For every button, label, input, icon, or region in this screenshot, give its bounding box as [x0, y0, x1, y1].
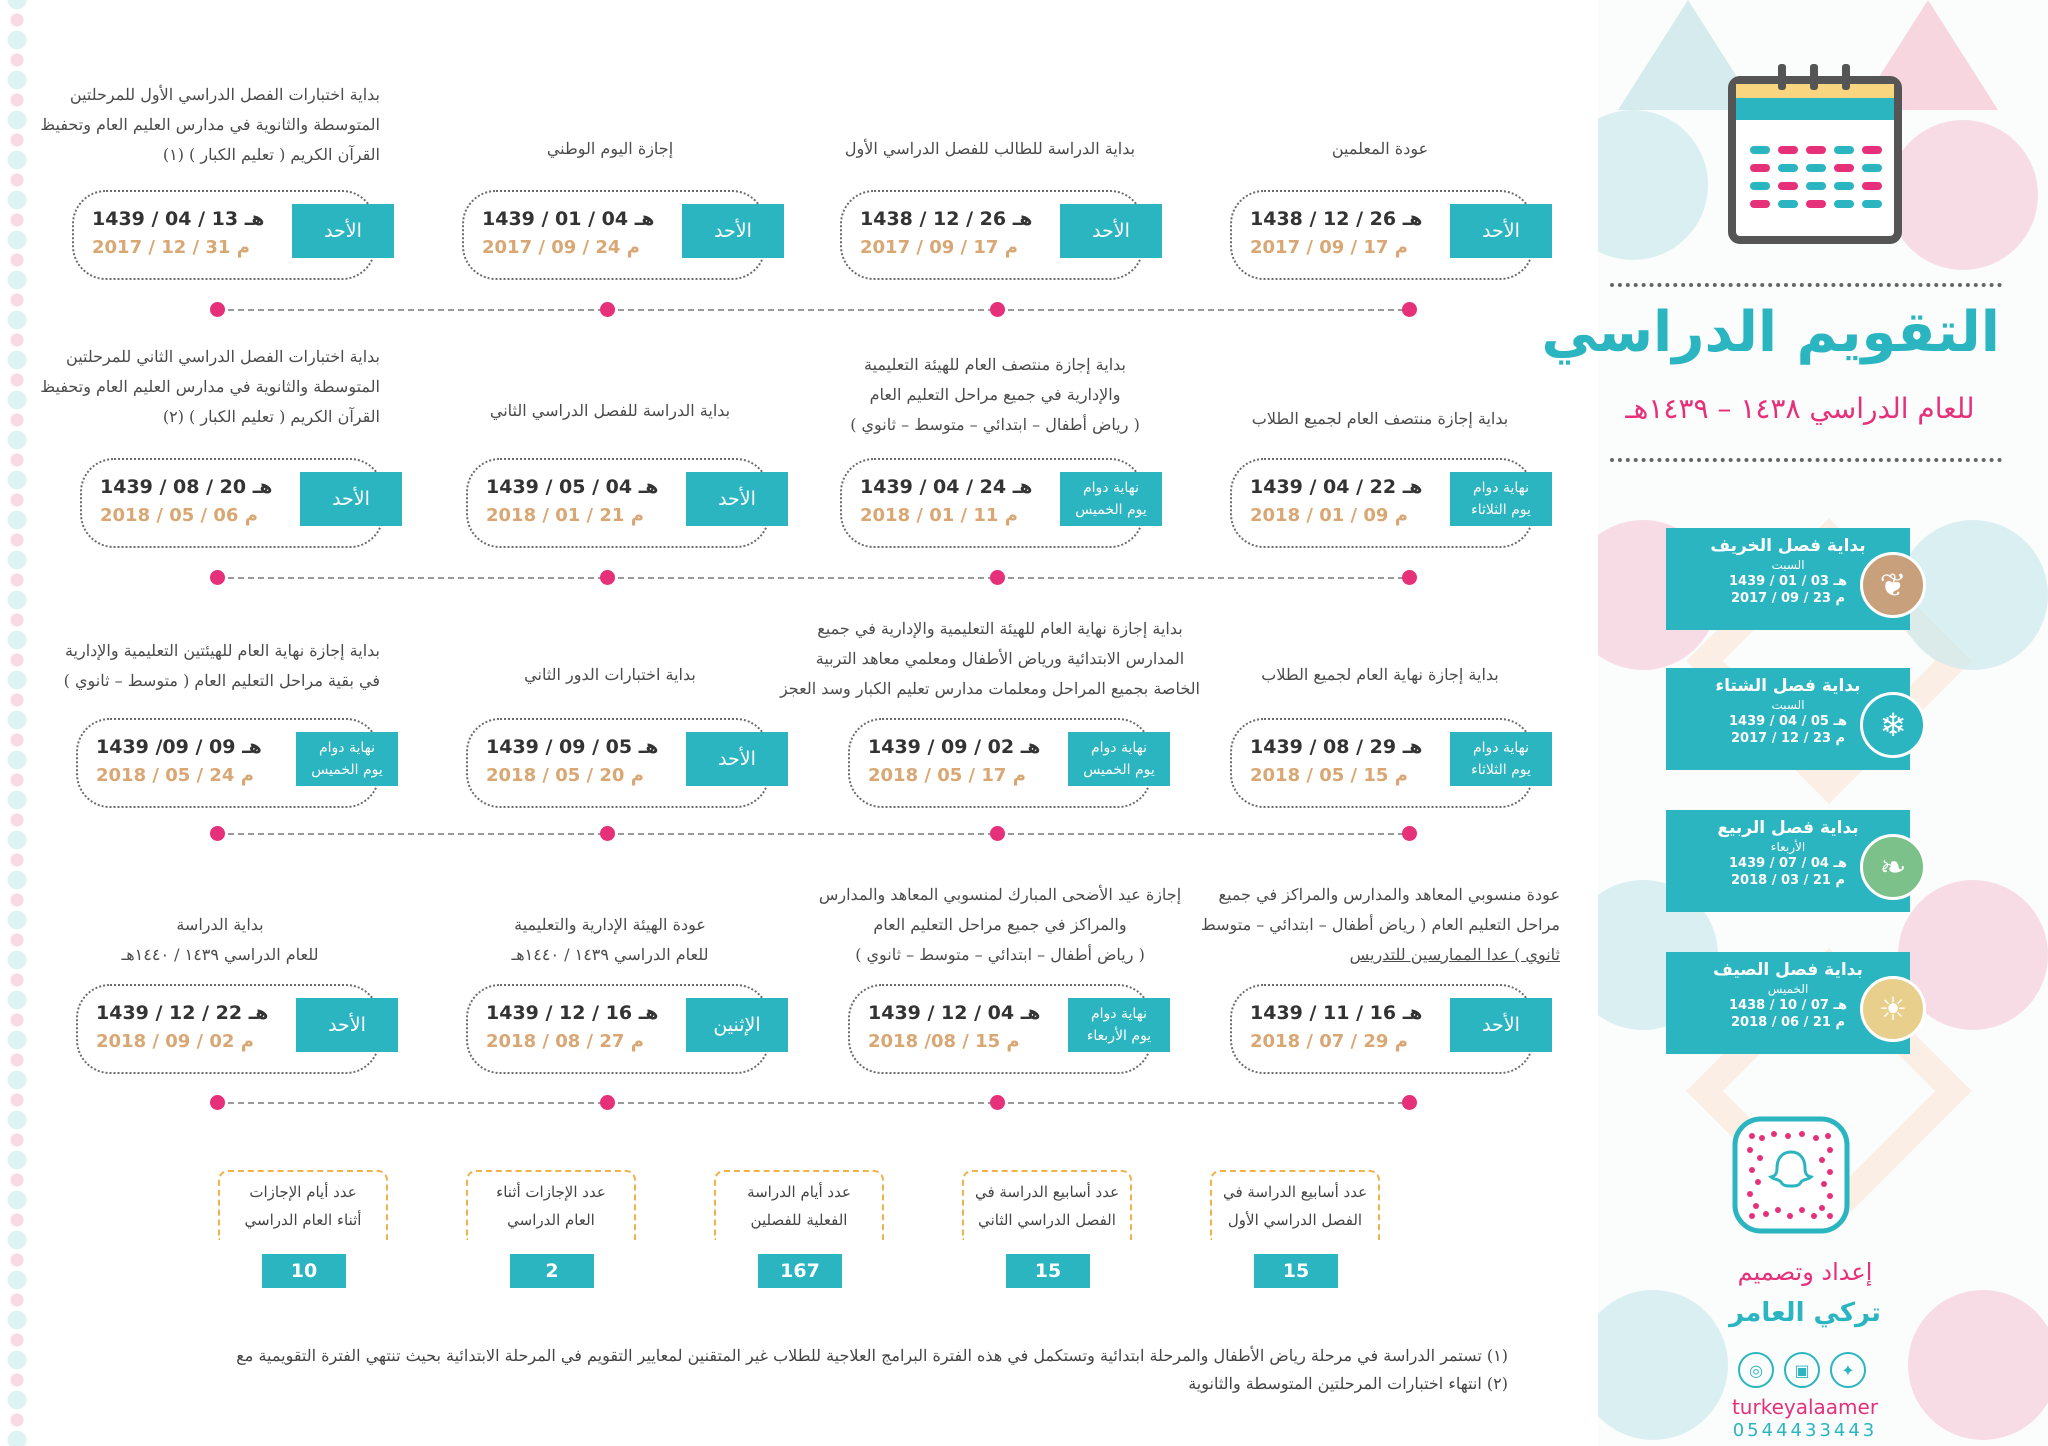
event-date-pill — [466, 984, 770, 1074]
day-label — [1068, 732, 1170, 786]
day-label: الأحد — [1450, 998, 1552, 1052]
timeline-line — [218, 1102, 1414, 1104]
event-description-line: المتوسطة والثانوية في مدارس العليم العام وتحفيظ — [40, 377, 380, 396]
stat-value: 2 — [510, 1254, 594, 1288]
footnote: (٢) انتهاء اختبارات المرحلتين المتوسطة والثانوية — [1188, 1374, 1508, 1393]
event-description-line: ( رياض أطفال – ابتدائي – متوسط – ثانوي ) — [855, 945, 1145, 964]
day-label-line: نهاية دوام — [318, 740, 376, 756]
day-label-line: نهاية دوام — [1082, 480, 1140, 496]
season-hijri-date: 1439 / 07 / 04 هـ — [1729, 856, 1847, 871]
event-description-line: بداية إجازة منتصف العام للهيئة التعليمية — [864, 355, 1126, 374]
page-subtitle: للعام الدراسي ١٤٣٨ – ١٤٣٩هـ — [1625, 392, 1975, 425]
event-description — [460, 910, 760, 970]
gregorian-date: 2018 / 05 / 20 م — [486, 765, 644, 786]
event-description-line: بداية اختبارات الفصل الدراسي الأول للمرحلتين — [69, 85, 380, 104]
timeline-dot — [1402, 826, 1417, 841]
day-label-line: نهاية دوام — [1472, 480, 1530, 496]
season-greg-date: 2018 / 06 / 21 م — [1730, 1015, 1846, 1030]
season-greg-date: 2017 / 09 / 23 م — [1730, 591, 1846, 606]
event-description-line: المدارس الابتدائية ورياض الأطفال ومعلمي معاهد التربية — [815, 649, 1185, 668]
snapcode-qr[interactable] — [1732, 1116, 1850, 1234]
day-label — [1450, 732, 1552, 786]
gregorian-date: 2018 / 01 / 09 م — [1250, 505, 1408, 526]
event-description — [1230, 404, 1530, 434]
stat-label-line: عدد أيام الدراسة — [747, 1183, 851, 1201]
gregorian-date: 2017 / 12 / 31 م — [92, 237, 250, 258]
event-date-pill — [848, 718, 1155, 808]
event-description — [1230, 660, 1530, 690]
event-description-line: القرآن الكريم ( تعليم الكبار ) (٢) — [162, 407, 380, 426]
event-description-line: بداية إجازة نهاية العام للهيئتين التعليمية والإدارية — [64, 641, 380, 660]
timeline-dot — [210, 302, 225, 317]
event-description-line: والإدارية في جميع مراحل التعليم العام — [869, 385, 1121, 404]
hijri-date: 1439 / 12 / 04 هـ — [868, 1002, 1041, 1024]
day-label: الأحد — [686, 472, 788, 526]
day-label-line: يوم الخميس — [1083, 762, 1155, 778]
stat-label-line: عدد الإجازات أثناء — [496, 1183, 606, 1201]
snapchat-icon[interactable]: ◎ — [1738, 1352, 1774, 1388]
event-date-pill — [848, 984, 1152, 1074]
event-date-pill — [466, 718, 770, 808]
hijri-date: 1439 / 05 / 04 هـ — [486, 476, 659, 498]
event-description-line: بداية إجازة منتصف العام لجميع الطلاب — [1251, 409, 1509, 428]
season-hijri-date: 1439 / 04 / 05 هـ — [1729, 714, 1847, 729]
event-description — [830, 350, 1160, 440]
stat-value: 15 — [1006, 1254, 1090, 1288]
timeline-dot — [1402, 1095, 1417, 1110]
gregorian-date: 2018 / 09 / 02 م — [96, 1031, 254, 1052]
timeline-dot — [210, 1095, 225, 1110]
stat-label — [466, 1170, 636, 1240]
season-day: السبت — [1771, 698, 1805, 712]
decor-circle — [1888, 120, 2038, 270]
day-label: الأحد — [682, 204, 784, 258]
season-name: بداية فصل الربيع — [1717, 818, 1859, 838]
event-description — [460, 396, 760, 426]
page-title: التقويم الدراسي — [1541, 300, 2000, 365]
gregorian-date: 2017 / 09 / 17 م — [1250, 237, 1408, 258]
hijri-date: 1439 / 09 / 05 هـ — [486, 736, 659, 758]
gregorian-date: 2018 / 05 / 24 م — [96, 765, 254, 786]
hijri-date: 1439 / 04 / 13 هـ — [92, 208, 265, 230]
hijri-date: 1439 / 08 / 29 هـ — [1250, 736, 1423, 758]
event-description-line: إجازة عيد الأضحى المبارك لمنسوبي المعاهد والمدارس — [818, 885, 1182, 904]
event-date-pill — [840, 458, 1147, 548]
hijri-date: 1438 / 12 / 26 هـ — [1250, 208, 1423, 230]
credit-line-1: إعداد وتصميم — [1737, 1258, 1873, 1286]
event-description — [40, 80, 380, 170]
stat-label-line: الفصل الدراسي الأول — [1227, 1211, 1363, 1229]
social-handle[interactable]: turkeyalaamer — [1731, 1395, 1879, 1419]
gregorian-date: 2018 / 05 / 15 م — [1250, 765, 1408, 786]
event-date-pill — [72, 190, 376, 280]
season-hijri-date: 1438 / 10 / 07 هـ — [1729, 998, 1847, 1013]
timeline-dot — [600, 302, 615, 317]
event-description — [460, 134, 760, 164]
event-date-pill — [466, 458, 770, 548]
gregorian-date: 2018 / 07 / 29 م — [1250, 1031, 1408, 1052]
event-date-pill — [80, 458, 384, 548]
twitter-icon[interactable]: ✦ — [1830, 1352, 1866, 1388]
day-label: الأحد — [1060, 204, 1162, 258]
gregorian-date: 2018 / 01 / 21 م — [486, 505, 644, 526]
snowflake-icon: ❄ — [1860, 692, 1926, 758]
gregorian-date: 2018 / 05 / 17 م — [868, 765, 1026, 786]
calendar-icon — [1720, 60, 1910, 250]
event-date-pill — [462, 190, 766, 280]
stat-label-line: الفصل الدراسي الثاني — [978, 1211, 1116, 1229]
season-hijri-date: 1439 / 01 / 03 هـ — [1729, 574, 1847, 589]
hijri-date: 1439 /09 / 09 هـ — [96, 736, 262, 758]
stat-label — [1210, 1170, 1380, 1240]
day-label: الأحد — [1450, 204, 1552, 258]
hijri-date: 1439 / 04 / 22 هـ — [1250, 476, 1423, 498]
event-description-line: ثانوي ) عدا الممارسين للتدريس — [1349, 945, 1560, 964]
day-label: الأحد — [300, 472, 402, 526]
divider — [1610, 458, 2002, 462]
event-description-line: عودة الهيئة الإدارية والتعليمية — [514, 915, 706, 934]
timeline-dot — [600, 1095, 615, 1110]
season-greg-date: 2018 / 03 / 21 م — [1730, 873, 1846, 888]
event-description-line: عودة المعلمين — [1331, 139, 1429, 158]
timeline-dot — [600, 570, 615, 585]
event-description-line: والمراكز في جميع مراحل التعليم العام — [873, 915, 1127, 934]
day-label-line: يوم الخميس — [1075, 502, 1147, 518]
event-description-line: إجازة اليوم الوطني — [546, 139, 674, 158]
season-day: الخميس — [1767, 982, 1809, 996]
event-description-line: بداية إجازة نهاية العام لجميع الطلاب — [1261, 665, 1499, 684]
maple-leaf-icon: ❦ — [1860, 552, 1926, 618]
gregorian-date: 2018 /08 / 15 م — [868, 1031, 1020, 1052]
event-description — [70, 910, 370, 970]
stat-label-line: الفعلية للفصلين — [750, 1211, 848, 1229]
stat-label-line: أثناء العام الدراسي — [244, 1211, 362, 1229]
event-description-line: القرآن الكريم ( تعليم الكبار ) (١) — [162, 145, 380, 164]
timeline-line — [218, 577, 1414, 579]
timeline-dot — [210, 570, 225, 585]
day-label-line: نهاية دوام — [1090, 1006, 1148, 1022]
day-label: الإثنين — [686, 998, 788, 1052]
hijri-date: 1439 / 01 / 04 هـ — [482, 208, 655, 230]
event-description-line: بداية اختبارات الفصل الدراسي الثاني للمرحلتين — [66, 347, 380, 366]
day-label-line: نهاية دوام — [1472, 740, 1530, 756]
event-date-pill — [1230, 718, 1534, 808]
day-label: الأحد — [686, 732, 788, 786]
gregorian-date: 2017 / 09 / 17 م — [860, 237, 1018, 258]
day-label: الأحد — [296, 998, 398, 1052]
season-name: بداية فصل الشتاء — [1715, 676, 1861, 696]
gregorian-date: 2017 / 09 / 24 م — [482, 237, 640, 258]
day-label-line: يوم الثلاثاء — [1471, 502, 1531, 518]
stat-value: 167 — [758, 1254, 842, 1288]
day-label — [1450, 472, 1552, 526]
season-day: الأربعاء — [1770, 840, 1806, 854]
stat-label-line: عدد أيام الإجازات — [249, 1183, 357, 1201]
stat-value: 15 — [1254, 1254, 1338, 1288]
day-label — [1060, 472, 1162, 526]
event-description — [1230, 134, 1530, 164]
stat-label — [714, 1170, 884, 1240]
timeline-dot — [1402, 302, 1417, 317]
hijri-date: 1439 / 12 / 16 هـ — [486, 1002, 659, 1024]
instagram-icon[interactable]: ▣ — [1784, 1352, 1820, 1388]
event-description-line: مراحل التعليم العام ( رياض أطفال – ابتدائي – متوسط — [1200, 915, 1560, 934]
timeline-dot — [600, 826, 615, 841]
timeline-dot — [210, 826, 225, 841]
event-description-line: بداية الدراسة للطالب للفصل الدراسي الأول — [844, 139, 1136, 158]
event-date-pill — [76, 984, 380, 1074]
timeline-dot — [990, 570, 1005, 585]
event-description-line: بداية اختبارات الدور الثاني — [524, 665, 696, 684]
hijri-date: 1439 / 09 / 02 هـ — [868, 736, 1041, 758]
event-description — [840, 134, 1140, 164]
event-description-line: للعام الدراسي ١٤٣٩ / ١٤٤٠هـ — [121, 945, 319, 964]
season-greg-date: 2017 / 12 / 23 م — [1730, 731, 1846, 746]
event-description — [460, 660, 760, 690]
event-description — [60, 636, 380, 696]
season-name: بداية فصل الصيف — [1713, 960, 1863, 980]
timeline-dot — [990, 826, 1005, 841]
timeline-dot — [990, 302, 1005, 317]
event-description-line: عودة منسوبي المعاهد والمدارس والمراكز في جميع — [1218, 885, 1560, 904]
event-description-line: المتوسطة والثانوية في مدارس العليم العام وتحفيظ — [40, 115, 380, 134]
event-description-line: بداية الدراسة للفصل الدراسي الثاني — [489, 401, 731, 420]
stat-label-line: عدد أسابيع الدراسة في — [974, 1183, 1120, 1201]
season-day: السبت — [1771, 558, 1805, 572]
season-name: بداية فصل الخريف — [1710, 536, 1866, 556]
hijri-date: 1439 / 12 / 22 هـ — [96, 1002, 269, 1024]
footnote: (١) تستمر الدراسة في مرحلة رياض الأطفال والمرحلة ابتدائية وتستكمل في هذه الفترة البرامج العلاجية للطلاب غير المتقنين لمعايير التقويم في المرحلة الابتدائية بحيث تنتهي الفترة التقويمية مع — [236, 1346, 1508, 1365]
event-description-line: للعام الدراسي ١٤٣٩ / ١٤٤٠هـ — [511, 945, 709, 964]
stat-label-line: العام الدراسي — [507, 1211, 595, 1229]
day-label: الأحد — [292, 204, 394, 258]
stat-label — [962, 1170, 1132, 1240]
hijri-date: 1439 / 04 / 24 هـ — [860, 476, 1033, 498]
event-description — [810, 880, 1190, 970]
event-description-line: الخاصة بجميع المراحل ومعلمات مدارس تعليم الكبار وسد العجز — [779, 679, 1200, 698]
credit-line-2: تركي العامر — [1729, 1298, 1881, 1328]
event-description-line: في بقية مراحل التعليم العام ( متوسط – ثانوي ) — [63, 671, 380, 690]
timeline-line — [218, 833, 1414, 835]
gregorian-date: 2018 / 01 / 11 م — [860, 505, 1018, 526]
stat-value: 10 — [262, 1254, 346, 1288]
day-label-line: يوم الثلاثاء — [1471, 762, 1531, 778]
phone-number[interactable]: 0544433443 — [1732, 1420, 1878, 1441]
stat-label-line: عدد أسابيع الدراسة في — [1222, 1183, 1368, 1201]
day-label-line: نهاية دوام — [1090, 740, 1148, 756]
sun-icon: ☀ — [1860, 976, 1926, 1042]
event-date-pill — [1230, 984, 1534, 1074]
event-description-line: بداية إجازة نهاية العام للهيئة التعليمية والإدارية في جميع — [817, 619, 1183, 638]
timeline-dot — [1402, 570, 1417, 585]
left-decorative-strip — [0, 0, 34, 1446]
event-description-line: بداية الدراسة — [176, 915, 264, 934]
timeline-dot — [990, 1095, 1005, 1110]
day-label-line: يوم الخميس — [311, 762, 383, 778]
event-date-pill — [1230, 458, 1534, 548]
hijri-date: 1439 / 08 / 20 هـ — [100, 476, 273, 498]
event-date-pill — [840, 190, 1144, 280]
day-label — [1068, 998, 1170, 1052]
gregorian-date: 2018 / 05 / 06 م — [100, 505, 258, 526]
event-description — [1200, 880, 1560, 970]
day-label — [296, 732, 398, 786]
timeline-line — [218, 309, 1414, 311]
decor-circle — [1598, 110, 1708, 260]
event-description-line: ( رياض أطفال – ابتدائي – متوسط – ثانوي ) — [850, 415, 1140, 434]
event-date-pill — [76, 718, 383, 808]
gregorian-date: 2018 / 08 / 27 م — [486, 1031, 644, 1052]
leaf-icon: ❧ — [1860, 834, 1926, 900]
stat-label — [218, 1170, 388, 1240]
event-description — [779, 614, 1200, 704]
hijri-date: 1439 / 11 / 16 هـ — [1250, 1002, 1423, 1024]
day-label-line: يوم الأربعاء — [1086, 1028, 1152, 1044]
hijri-date: 1438 / 12 / 26 هـ — [860, 208, 1033, 230]
event-date-pill — [1230, 190, 1534, 280]
divider — [1610, 283, 2002, 287]
event-description — [40, 342, 380, 432]
